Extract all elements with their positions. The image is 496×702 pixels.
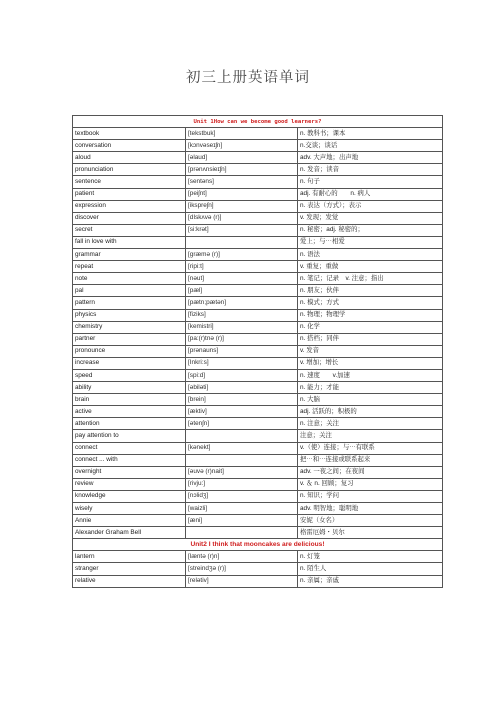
vocab-row xyxy=(73,454,443,466)
vocab-row xyxy=(73,357,443,369)
vocab-row xyxy=(73,551,443,563)
vocab-row xyxy=(73,236,443,248)
phonetic-cell: [brein] xyxy=(186,394,298,406)
vocab-row xyxy=(73,575,443,587)
vocab-row xyxy=(73,442,443,454)
word-cell: sentence xyxy=(73,176,186,188)
phonetic-cell: [læntə (r)n] xyxy=(186,551,298,563)
meaning-cell: n. 句子 xyxy=(298,176,443,188)
vocab-row xyxy=(73,345,443,357)
meaning-cell: v. 发现；发觉 xyxy=(298,212,443,224)
meaning-cell: v. ＆ n. 回顾；复习 xyxy=(298,478,443,490)
meaning-cell: v. 发音 xyxy=(298,345,443,357)
word-cell: pronounce xyxy=(73,345,186,357)
word-cell: brain xyxy=(73,394,186,406)
meaning-cell: v. 重复；重做 xyxy=(298,261,443,273)
meaning-cell: n. 发音；读音 xyxy=(298,164,443,176)
word-cell: active xyxy=(73,406,186,418)
phonetic-cell xyxy=(186,454,298,466)
unit-heading-row xyxy=(73,116,443,128)
meaning-cell: adv. 一夜之间；在夜间 xyxy=(298,466,443,478)
meaning-cell: 安妮（女名） xyxy=(298,515,443,527)
phonetic-cell: [fiziks] xyxy=(186,309,298,321)
phonetic-cell: [waizli] xyxy=(186,503,298,515)
phonetic-cell: [sentəns] xyxy=(186,176,298,188)
vocab-row xyxy=(73,249,443,261)
vocab-row xyxy=(73,321,443,333)
phonetic-cell xyxy=(186,236,298,248)
meaning-cell: n. 物理；物理学 xyxy=(298,309,443,321)
meaning-cell: v. 增加；增长 xyxy=(298,357,443,369)
unit-heading: Unit 1How can we become good learners? xyxy=(73,116,443,128)
word-cell: aloud xyxy=(73,152,186,164)
phonetic-cell: [nəut] xyxy=(186,273,298,285)
vocab-row xyxy=(73,527,443,539)
word-cell: partner xyxy=(73,333,186,345)
vocab-row xyxy=(73,200,443,212)
phonetic-cell: [prənauns] xyxy=(186,345,298,357)
phonetic-cell: [relətiv] xyxy=(186,575,298,587)
meaning-cell: 格雷厄姆・贝尔 xyxy=(298,527,443,539)
phonetic-cell xyxy=(186,430,298,442)
meaning-cell: n. 笔记；记录 v. 注意；指出 xyxy=(298,273,443,285)
meaning-cell: n. 秘密；adj. 秘密的； xyxy=(298,224,443,236)
phonetic-cell: [pæl] xyxy=(186,285,298,297)
vocab-row xyxy=(73,164,443,176)
vocab-row xyxy=(73,152,443,164)
vocabulary-table-body xyxy=(73,116,443,588)
meaning-cell: n. 能力；才能 xyxy=(298,382,443,394)
vocab-row xyxy=(73,478,443,490)
meaning-cell: n. 陌生人 xyxy=(298,563,443,575)
phonetic-cell: [əlaud] xyxy=(186,152,298,164)
meaning-cell: n. 表达（方式）；表示 xyxy=(298,200,443,212)
phonetic-cell: [iksprеʃn] xyxy=(186,200,298,212)
meaning-cell: n. 速度 v.加速 xyxy=(298,369,443,381)
meaning-cell: adj. 活跃的；积极的 xyxy=(298,406,443,418)
vocab-row xyxy=(73,212,443,224)
phonetic-cell: [æni] xyxy=(186,515,298,527)
phonetic-cell: [dIskʌvə (r)] xyxy=(186,212,298,224)
meaning-cell: 爱上；与⋯相爱 xyxy=(298,236,443,248)
word-cell: Annie xyxy=(73,515,186,527)
meaning-cell: adv. 明智地；聪明地 xyxy=(298,503,443,515)
word-cell: expression xyxy=(73,200,186,212)
word-cell: pattern xyxy=(73,297,186,309)
word-cell: wisely xyxy=(73,503,186,515)
phonetic-cell: [græmə (r)] xyxy=(186,249,298,261)
vocab-row xyxy=(73,466,443,478)
meaning-cell: n. 化学 xyxy=(298,321,443,333)
vocab-row xyxy=(73,418,443,430)
phonetic-cell: [streindʒə (r)] xyxy=(186,563,298,575)
word-cell: repeat xyxy=(73,261,186,273)
word-cell: note xyxy=(73,273,186,285)
phonetic-cell: [rivju:] xyxy=(186,478,298,490)
meaning-cell: n. 朋友；伙伴 xyxy=(298,285,443,297)
word-cell: textbook xyxy=(73,128,186,140)
meaning-cell: adj. 有耐心的 n. 病人 xyxy=(298,188,443,200)
vocab-row xyxy=(73,430,443,442)
phonetic-cell: [æktiv] xyxy=(186,406,298,418)
word-cell: speed xyxy=(73,369,186,381)
phonetic-cell: [əuvə (r)nait] xyxy=(186,466,298,478)
phonetic-cell: [kɔnvəseɪʃn] xyxy=(186,140,298,152)
word-cell: patient xyxy=(73,188,186,200)
phonetic-cell: [ripi:t] xyxy=(186,261,298,273)
meaning-cell: v.（使）连接；与⋯有联系 xyxy=(298,442,443,454)
word-cell: fall in love with xyxy=(73,236,186,248)
word-cell: discover xyxy=(73,212,186,224)
phonetic-cell: [tekstbuk] xyxy=(186,128,298,140)
phonetic-cell: [pætn;pætən] xyxy=(186,297,298,309)
word-cell: stranger xyxy=(73,563,186,575)
phonetic-cell: [əbiləti] xyxy=(186,382,298,394)
word-cell: knowledge xyxy=(73,490,186,502)
word-cell: connect xyxy=(73,442,186,454)
meaning-cell: n. 大脑 xyxy=(298,394,443,406)
phonetic-cell: [nɔlidʒ] xyxy=(186,490,298,502)
meaning-cell: adv. 大声地；出声地 xyxy=(298,152,443,164)
vocab-row xyxy=(73,128,443,140)
word-cell: review xyxy=(73,478,186,490)
meaning-cell: 注意；关注 xyxy=(298,430,443,442)
vocab-row xyxy=(73,406,443,418)
vocab-row xyxy=(73,503,443,515)
word-cell: pronunciation xyxy=(73,164,186,176)
phonetic-cell: [kemistri] xyxy=(186,321,298,333)
vocab-row xyxy=(73,369,443,381)
phonetic-cell: [kənekt] xyxy=(186,442,298,454)
word-cell: pal xyxy=(73,285,186,297)
word-cell: grammar xyxy=(73,249,186,261)
word-cell: attention xyxy=(73,418,186,430)
vocab-row xyxy=(73,297,443,309)
vocab-row xyxy=(73,309,443,321)
meaning-cell: n.交谈；谈话 xyxy=(298,140,443,152)
meaning-cell: n. 知识；学问 xyxy=(298,490,443,502)
phonetic-cell: [peiʃnt] xyxy=(186,188,298,200)
vocab-row xyxy=(73,563,443,575)
vocab-row xyxy=(73,490,443,502)
vocab-row xyxy=(73,188,443,200)
meaning-cell: n. 注意；关注 xyxy=(298,418,443,430)
word-cell: relative xyxy=(73,575,186,587)
unit-heading: Unit2 I think that mooncakes are delicious! xyxy=(73,539,443,551)
vocab-row xyxy=(73,261,443,273)
phonetic-cell: [pa:(r)tnə (r)] xyxy=(186,333,298,345)
meaning-cell: n. 亲属；亲戚 xyxy=(298,575,443,587)
meaning-cell: 把⋯和⋯连接或联系起来 xyxy=(298,454,443,466)
vocab-row xyxy=(73,515,443,527)
vocabulary-table xyxy=(72,115,443,588)
vocab-row xyxy=(73,285,443,297)
meaning-cell: n. 模式；方式 xyxy=(298,297,443,309)
vocab-row xyxy=(73,273,443,285)
word-cell: ability xyxy=(73,382,186,394)
meaning-cell: n. 搭档；同伴 xyxy=(298,333,443,345)
phonetic-cell: [ətenʃn] xyxy=(186,418,298,430)
meaning-cell: n. 语法 xyxy=(298,249,443,261)
phonetic-cell xyxy=(186,527,298,539)
phonetic-cell: [Inkri:s] xyxy=(186,357,298,369)
word-cell: lantern xyxy=(73,551,186,563)
word-cell: connect ... with xyxy=(73,454,186,466)
word-cell: chemistry xyxy=(73,321,186,333)
word-cell: pay attention to xyxy=(73,430,186,442)
meaning-cell: n. 教科书；课本 xyxy=(298,128,443,140)
vocab-row xyxy=(73,176,443,188)
word-cell: Alexander Graham Bell xyxy=(73,527,186,539)
word-cell: secret xyxy=(73,224,186,236)
page-title: 初三上册英语单词 xyxy=(186,70,310,86)
meaning-cell: n. 灯笼 xyxy=(298,551,443,563)
phonetic-cell: [spi:d] xyxy=(186,369,298,381)
word-cell: physics xyxy=(73,309,186,321)
vocab-row xyxy=(73,394,443,406)
word-cell: conversation xyxy=(73,140,186,152)
unit-heading-row xyxy=(73,539,443,551)
word-cell: increase xyxy=(73,357,186,369)
phonetic-cell: [prənʌnsieɪʃn] xyxy=(186,164,298,176)
word-cell: overnight xyxy=(73,466,186,478)
vocab-row xyxy=(73,224,443,236)
vocab-row xyxy=(73,140,443,152)
phonetic-cell: [si:krət] xyxy=(186,224,298,236)
vocab-row xyxy=(73,382,443,394)
vocab-row xyxy=(73,333,443,345)
